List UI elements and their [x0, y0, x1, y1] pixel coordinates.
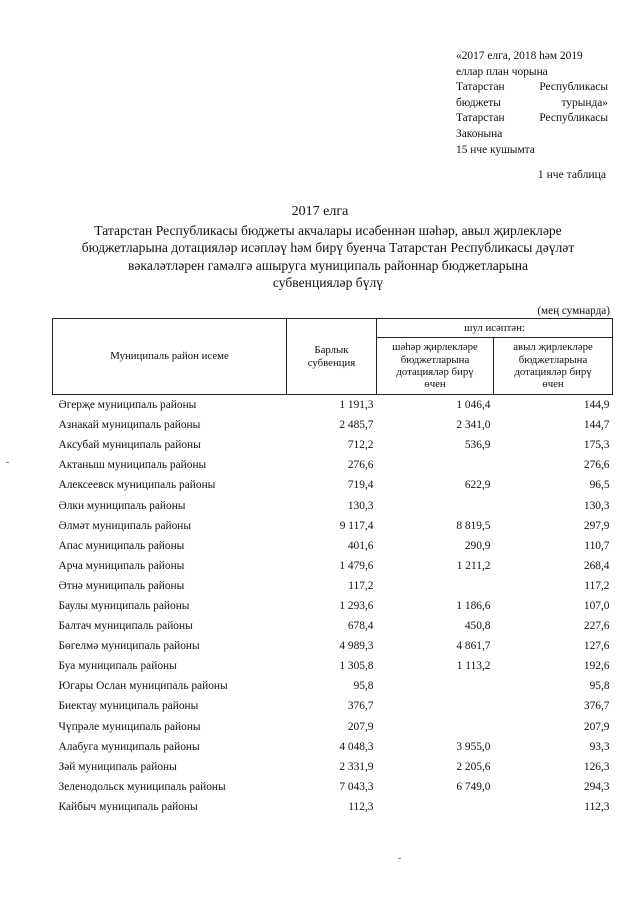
table-row: [53, 435, 613, 455]
header-city-label: шәһәр җирлекләре бюджетларына дотацияләр бирү өчен: [392, 341, 478, 391]
total-value: 4 989,3: [339, 640, 374, 653]
city-value: [377, 797, 494, 817]
city-value: 1 186,6: [456, 599, 491, 612]
rural-value: 93,3: [589, 740, 610, 753]
city-value: [377, 455, 494, 475]
header-total: [287, 319, 377, 395]
district-name: Буа муниципаль районы: [58, 660, 177, 673]
header-rural: [494, 338, 613, 395]
rural-value: 175,3: [583, 439, 610, 452]
table-row: [53, 636, 613, 656]
rural-value: 297,9: [583, 519, 610, 532]
district-name: Аксубай муниципаль районы: [58, 439, 201, 452]
header-note-word: Татарстан: [456, 112, 505, 125]
table-row: [53, 676, 613, 696]
header-note-line: [456, 143, 608, 159]
city-value: 622,9: [464, 479, 491, 492]
subventions-table: [52, 318, 613, 817]
title-line: Татарстан Республикасы бюджеты акчалары исәбеннән шәһәр, авыл җирлекләре: [94, 223, 562, 238]
city-value: 3 955,0: [456, 740, 491, 753]
total-value: 117,2: [348, 579, 374, 592]
table-number: 1 нче таблица: [537, 168, 606, 181]
title-line: бюджетларына дотацияләр исәпләү һәм бирү буенча Татарстан Республикасы дәүләт: [81, 240, 575, 256]
table-row: [53, 737, 613, 757]
total-value: 95,8: [353, 680, 374, 693]
header-note-word: еллар план чорына: [456, 65, 548, 78]
header-note-line: [456, 127, 608, 143]
header-note-word: 15 нче кушымта: [456, 143, 535, 156]
district-name: Бөгелмә муниципаль районы: [58, 640, 200, 653]
title-line: субвенцияләр бүлү: [272, 275, 384, 291]
table-row: [53, 717, 613, 737]
total-value: 112,3: [348, 800, 374, 813]
district-name: Югары Ослан муниципаль районы: [58, 680, 228, 693]
header-total-label: Барлык субвенция: [307, 344, 356, 369]
header-note-line: [456, 49, 608, 65]
header-note-word: Республикасы: [539, 112, 608, 125]
rural-value: 117,2: [584, 579, 610, 592]
city-value: 450,8: [464, 620, 491, 633]
total-value: 1 293,6: [339, 599, 374, 612]
table-row: [53, 757, 613, 777]
total-value: 678,4: [347, 620, 374, 633]
total-value: 276,6: [347, 459, 374, 472]
rural-value: 144,9: [494, 395, 613, 416]
total-value: 7 043,3: [339, 780, 374, 793]
city-value: 6 749,0: [456, 780, 491, 793]
city-value: 2 341,0: [456, 419, 491, 432]
total-value: 376,7: [347, 700, 374, 713]
header-rural-label: авыл җирлекләре бюджетларына дотацияләр бирү өчен: [513, 341, 593, 391]
rural-value: 126,3: [583, 760, 610, 773]
rural-value: 130,3: [583, 499, 610, 512]
table-row: [53, 475, 613, 495]
total-value: 2 331,9: [339, 760, 374, 773]
city-value: [377, 676, 494, 696]
city-value: 1 113,2: [456, 660, 491, 673]
total-value: 1 479,6: [339, 559, 374, 572]
total-value: 719,4: [347, 479, 374, 492]
document-title: [48, 222, 608, 292]
header-note-line: [456, 111, 608, 127]
header-group: шул исәптән:: [377, 319, 613, 338]
district-name: Азнакай муниципаль районы: [58, 419, 201, 432]
rural-value: 376,7: [583, 700, 610, 713]
table-row: [53, 495, 613, 515]
city-value: [377, 576, 494, 596]
header-note-word: Республикасы: [539, 81, 608, 94]
district-name: Актаныш муниципаль районы: [58, 459, 207, 472]
table-row: [53, 395, 613, 416]
district-name: Зеленодольск муниципаль районы: [58, 780, 226, 793]
table-row: [53, 656, 613, 676]
city-value: 1 046,4: [377, 395, 494, 416]
table-row: [53, 516, 613, 536]
header-note-word: бюджеты: [456, 96, 501, 109]
district-name: Әлки муниципаль районы: [58, 499, 186, 512]
rural-value: 144,7: [583, 419, 610, 432]
total-value: 712,2: [347, 439, 374, 452]
table-row: [53, 455, 613, 475]
header-note: [456, 49, 608, 158]
district-name: Зәй муниципаль районы: [58, 760, 177, 773]
rural-value: 227,6: [583, 620, 610, 633]
city-value: 1 211,2: [456, 559, 491, 572]
title-line: вәкаләтләрен гамәлгә ашыруга муниципаль районнар бюджетларына: [127, 257, 529, 273]
city-value: 536,9: [464, 439, 491, 452]
rural-value: 127,6: [583, 640, 610, 653]
district-name: Әлмәт муниципаль районы: [58, 519, 192, 532]
rural-value: 112,3: [584, 800, 610, 813]
table-row: [53, 596, 613, 616]
total-value: 1 305,8: [339, 660, 374, 673]
table-row: [53, 696, 613, 716]
district-name: Балтач муниципаль районы: [58, 620, 193, 633]
rural-value: 276,6: [583, 459, 610, 472]
document-year: 2017 елга: [291, 204, 349, 219]
district-name: Биектау муниципаль районы: [58, 700, 199, 713]
total-value: 2 485,7: [339, 419, 374, 432]
rural-value: 107,0: [583, 599, 610, 612]
header-note-word: турында»: [561, 96, 608, 109]
rural-value: 207,9: [583, 720, 610, 733]
header-name: Муниципаль район исеме: [53, 319, 287, 395]
total-value: 1 191,3: [287, 395, 377, 416]
rural-value: 96,5: [589, 479, 610, 492]
units-note: (мең сумнарда): [537, 305, 610, 317]
district-name: Алексеевск муниципаль районы: [58, 479, 216, 492]
header-note-word: Законына: [456, 127, 503, 140]
rural-value: 294,3: [583, 780, 610, 793]
district-name: Апас муниципаль районы: [58, 539, 185, 552]
table-row: [53, 415, 613, 435]
district-name: Арча муниципаль районы: [58, 559, 185, 572]
city-value: [377, 495, 494, 515]
city-value: [377, 696, 494, 716]
table-row: [53, 777, 613, 797]
table-row: [53, 576, 613, 596]
city-value: 8 819,5: [456, 519, 491, 532]
header-note-word: «2017 елга, 2018 һәм 2019: [456, 50, 583, 62]
district-name: Кайбыч муниципаль районы: [58, 800, 198, 813]
header-note-line: [456, 80, 608, 96]
city-value: 4 861,7: [456, 640, 491, 653]
rural-value: 95,8: [589, 680, 610, 693]
rural-value: 268,4: [583, 559, 610, 572]
city-value: [377, 717, 494, 737]
total-value: 4 048,3: [339, 740, 374, 753]
district-name: Баулы муниципаль районы: [58, 599, 190, 612]
header-note-word: Татарстан: [456, 81, 505, 94]
total-value: 207,9: [347, 720, 374, 733]
table-body: [53, 395, 613, 817]
scan-mark: [398, 858, 401, 859]
header-note-line: [456, 96, 608, 112]
header-note-line: [456, 65, 608, 81]
rural-value: 110,7: [584, 539, 610, 552]
total-value: 9 117,4: [339, 519, 374, 532]
table-row: [53, 556, 613, 576]
city-value: 2 205,6: [456, 760, 491, 773]
table-row: [53, 536, 613, 556]
district-name: Әгерҗе муниципаль районы: [53, 395, 287, 416]
district-name: Әтнә муниципаль районы: [58, 579, 185, 592]
rural-value: 192,6: [583, 660, 610, 673]
district-name: Чүпрәле муниципаль районы: [58, 720, 201, 733]
table-row: [53, 797, 613, 817]
table-row: [53, 616, 613, 636]
total-value: 130,3: [347, 499, 374, 512]
header-city: [377, 338, 494, 395]
scan-mark: [6, 462, 9, 463]
total-value: 401,6: [347, 539, 374, 552]
city-value: 290,9: [464, 539, 491, 552]
district-name: Алабуга муниципаль районы: [58, 740, 200, 753]
